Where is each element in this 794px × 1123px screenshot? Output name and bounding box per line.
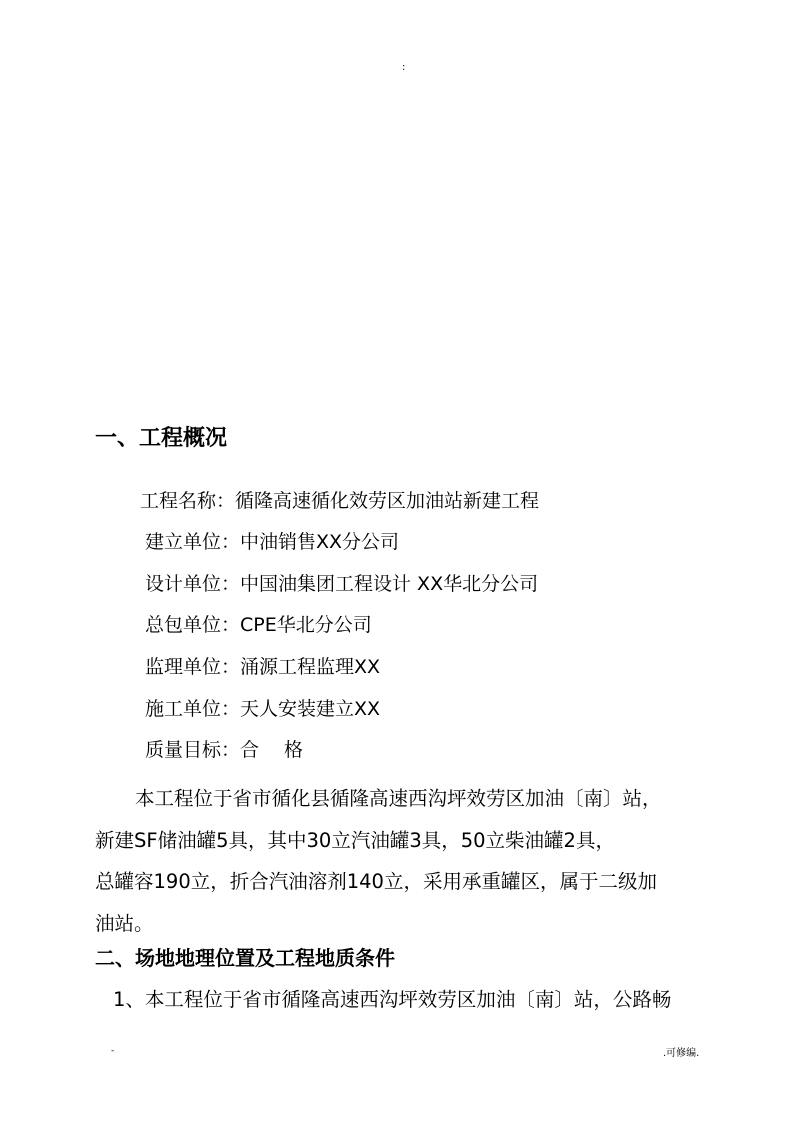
field-design-unit [145, 571, 538, 597]
field-value: 合 格 [240, 739, 304, 761]
paragraph-line: 总罐容190立，折合汽油溶剂140立，采用承重罐区，属于二级加 [95, 870, 657, 893]
field-label: 总包单位： [145, 614, 241, 636]
paragraph-line: 本工程位于省市循化县循隆高速西沟坪效劳区加油〔南〕站， [135, 787, 662, 810]
list-item-location: 1、本工程位于省市循隆高速西沟坪效劳区加油〔南〕站，公路畅 [113, 988, 672, 1011]
field-value: CPE华北分公司 [240, 614, 372, 636]
field-general-contractor [145, 612, 372, 638]
field-supervision-unit [145, 654, 380, 680]
field-value: 中国油集团工程设计 XX华北分公司 [240, 573, 539, 595]
field-label: 施工单位： [145, 698, 241, 720]
field-label: 设计单位： [145, 573, 241, 595]
field-value: 涌源工程监理XX [240, 656, 381, 678]
field-value: 天人安装建立XX [240, 698, 381, 720]
overview-paragraph [95, 778, 721, 944]
field-label: 建立单位： [145, 531, 241, 553]
paragraph-line: 新建SF储油罐5具，其中30立汽油罐3具，50立柴油罐2具， [95, 828, 615, 852]
field-value: 中油销售XX分公司 [240, 531, 400, 553]
section-heading-overview: 一、工程概况 [95, 426, 228, 451]
field-value: 循隆高速循化效劳区加油站新建工程 [235, 490, 540, 512]
field-construction-unit [145, 529, 399, 555]
section-heading-site-geology: 二、场地地理位置及工程地质条件 [95, 946, 395, 970]
field-construction-contractor [145, 696, 380, 722]
footer-left-mark: - [111, 1046, 115, 1056]
field-label: 质量目标： [145, 739, 241, 761]
footer-editable-note: .可修编. [663, 1048, 700, 1059]
top-mark: : [402, 62, 406, 73]
field-project-name [140, 488, 539, 514]
field-label: 工程名称： [140, 490, 236, 512]
paragraph-line: 油站。 [95, 911, 154, 935]
field-quality-target [145, 737, 303, 763]
field-label: 监理单位： [145, 656, 241, 678]
